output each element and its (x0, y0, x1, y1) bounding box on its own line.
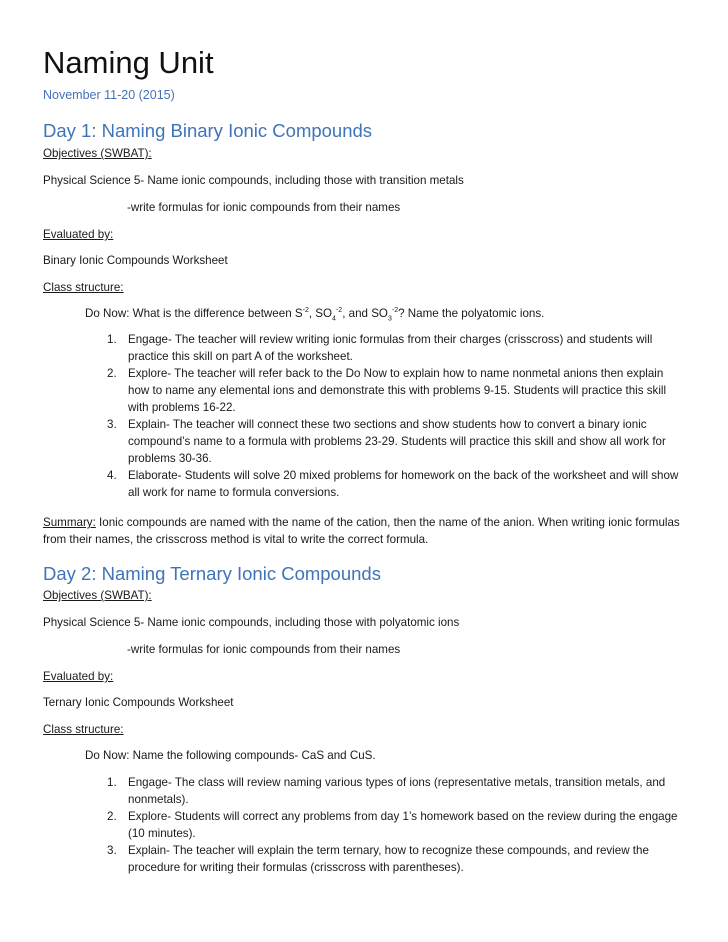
day1-heading: Day 1: Naming Binary Ionic Compounds (43, 120, 373, 141)
day2-class-label: Class structure: (43, 723, 124, 736)
day2-heading: Day 2: Naming Ternary Ionic Compounds (43, 563, 381, 584)
document-title: Naming Unit (43, 45, 214, 80)
list-item: 2. Explore- The teacher will refer back to the Do Now to explain how to name nonmetal anions then explain how to name any elemental ions and demonstrate this with problems 9-15. Students will practice this skill with problems 16-22. (107, 367, 667, 414)
day2-objective-main: Physical Science 5- Name ionic compounds, including those with polyatomic ions (43, 616, 460, 629)
day2-steps-list (85, 774, 685, 876)
day1-class-label: Class structure: (43, 281, 124, 294)
day2-objective-sub: -write formulas for ionic compounds from their names (127, 643, 401, 656)
list-item: 3. Explain- The teacher will explain the term ternary, how to recognize these compounds, and review the procedure for writing their formulas (crisscross with parentheses). (107, 844, 649, 874)
date-range: November 11-20 (2015) (43, 88, 175, 102)
list-item: 1. Engage- The teacher will review writing ionic formulas from their charges (crisscross) and students will practice this skill on part A of the worksheet. (107, 333, 653, 363)
day1-steps-list (85, 331, 685, 501)
day1-do-now: Do Now: What is the difference between $S^{-2}$, $SO_4^{-2}$, and $SO_3^{-2}$? Name the polyatomic ions. (85, 307, 545, 323)
list-item: 2. Explore- Students will correct any problems from day 1’s homework based on the review during the engage (10 minutes). (107, 810, 678, 840)
day1-objective-sub: -write formulas for ionic compounds from their names (127, 201, 401, 214)
list-item: 3. Explain- The teacher will connect these two sections and show students how to convert a binary ionic compound’s name to a formula with problems 23-29. Students will practice this skill and show all work for problems 30-36. (107, 418, 666, 465)
list-item: 1. Engage- The class will review naming various types of ions (representative metals, transition metals, and nonmetals). (107, 776, 666, 806)
day2-evaluated-label: Evaluated by: (43, 670, 114, 683)
day1-objectives-label: Objectives (SWBAT): (43, 147, 152, 160)
day1-evaluated-value: Binary Ionic Compounds Worksheet (43, 254, 228, 267)
day1-evaluated-label: Evaluated by: (43, 228, 114, 241)
day1-summary: Summary: Ionic compounds are named with the name of the cation, then the name of the anion. When writing ionic formulas from their names, the crisscross method is vital to write the correct formula. (43, 516, 680, 546)
day2-evaluated-value: Ternary Ionic Compounds Worksheet (43, 696, 234, 709)
list-item: 4. Elaborate- Students will solve 20 mixed problems for homework on the back of the worksheet and will show all work for name to formula conversions. (107, 469, 679, 499)
day2-objectives-label: Objectives (SWBAT): (43, 589, 152, 602)
day1-objective-main: Physical Science 5- Name ionic compounds, including those with transition metals (43, 174, 464, 187)
day2-do-now: Do Now: Name the following compounds- CaS and CuS. (85, 749, 376, 762)
